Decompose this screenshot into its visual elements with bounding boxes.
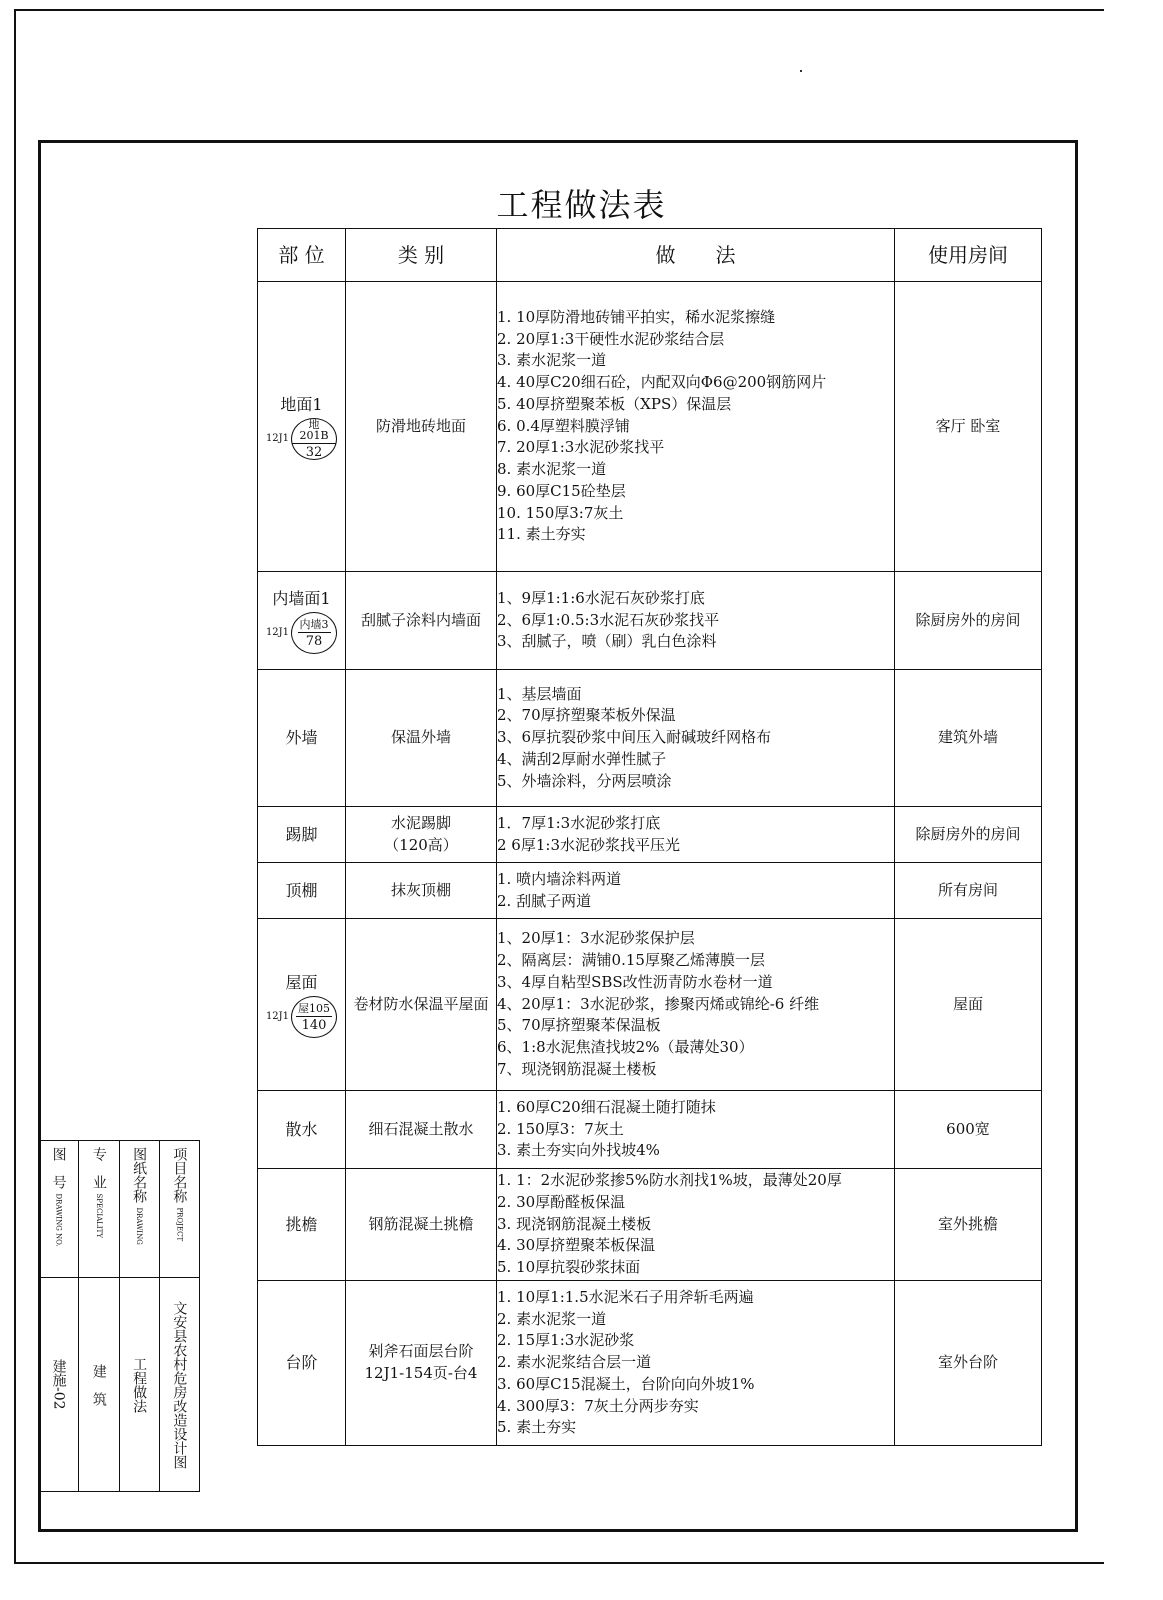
table-row [258, 572, 1042, 670]
method-cell [497, 670, 895, 807]
method-step: 8. 素水泥浆一道 [497, 460, 607, 479]
outer-frame-bottom [14, 1562, 1104, 1564]
method-step: 1. 10厚防滑地砖铺平拍实，稀水泥浆擦缝 [497, 307, 776, 326]
method-step: 4. 40厚C20细石砼，内配双向Φ6@200钢筋网片 [497, 373, 827, 392]
header-location: 部 位 [258, 229, 346, 282]
method-step: 2. 素水泥浆一道 [497, 1309, 607, 1328]
method-step: 1．7厚1:3水泥砂浆打底 [497, 813, 661, 832]
specialty-label: 专 业 SPECIALITY [90, 1147, 107, 1238]
method-step: 4. 30厚挤塑聚苯板保温 [497, 1236, 656, 1255]
room-cell [895, 1169, 1042, 1281]
room-cell [895, 919, 1042, 1091]
method-step: 2 6厚1:3水泥砂浆找平压光 [497, 835, 680, 854]
project-label: 项目名称 PROJECT [171, 1147, 188, 1242]
room-name: 600宽 [946, 1119, 990, 1138]
project-label-cell [159, 1141, 199, 1278]
room-cell [895, 572, 1042, 670]
room-name: 建筑外墙 [937, 728, 998, 747]
header-room: 使用房间 [895, 229, 1042, 282]
method-step: 4. 300厚3：7灰土分两步夯实 [497, 1396, 699, 1415]
room-name: 除厨房外的房间 [915, 824, 1021, 843]
method-step: 6、1:8水泥焦渣找坡2%（最薄处30） [497, 1038, 754, 1057]
reference-detail-no: 内墙3 [299, 617, 329, 631]
method-step: 1. 60厚C20细石混凝土随打随抹 [497, 1097, 716, 1116]
method-step: 1. 1：2水泥砂浆掺5%防水剂找1%坡，最薄处20厚 [497, 1171, 842, 1190]
method-step: 9. 60厚C15砼垫层 [497, 481, 626, 500]
method-step: 2. 150厚3：7灰土 [497, 1119, 624, 1138]
method-step: 3. 素土夯实向外找坡4% [497, 1141, 660, 1160]
index-circle-symbol [291, 996, 337, 1038]
room-name: 所有房间 [937, 880, 998, 899]
table-row [258, 807, 1042, 863]
method-cell [497, 807, 895, 863]
specialty-value: 建 筑 [90, 1363, 107, 1406]
method-step: 5、外墙涂料，分两层喷涂 [497, 771, 672, 790]
reference-atlas: 12J1 [265, 626, 290, 638]
method-step: 2、6厚1:0.5:3水泥石灰砂浆找平 [497, 610, 720, 629]
project-value: 文安县农村危房改造设计图 [171, 1300, 188, 1469]
outer-frame-top [14, 9, 1104, 11]
room-name: 客厅 卧室 [935, 416, 1001, 435]
method-step: 1. 10厚1:1.5水泥米石子用斧斩毛两遍 [497, 1287, 754, 1306]
room-name: 屋面 [952, 994, 983, 1013]
room-name: 除厨房外的房间 [915, 610, 1021, 629]
detail-reference-mark [266, 612, 337, 654]
method-step: 11. 素土夯实 [497, 525, 586, 544]
category-name: 保温外墙 [390, 728, 451, 747]
table-row [258, 282, 1042, 572]
method-cell [497, 1169, 895, 1281]
method-step: 2、70厚挤塑聚苯板外保温 [497, 706, 676, 725]
category-cell [346, 1091, 497, 1169]
method-cell [497, 1091, 895, 1169]
method-step: 1. 喷内墙涂料两道 [497, 869, 622, 888]
detail-reference-mark [266, 418, 337, 460]
drawing-number-label: 图 号 DRAWING NO. [50, 1147, 67, 1247]
reference-atlas: 12J1 [265, 1010, 290, 1022]
method-step: 1、20厚1：3水泥砂浆保护层 [497, 929, 695, 948]
method-step: 2. 30厚酚醛板保温 [497, 1192, 626, 1211]
method-step: 3. 60厚C15混凝土，台阶向向外坡1% [497, 1374, 755, 1393]
method-step: 6. 0.4厚塑料膜浮铺 [497, 416, 630, 435]
method-cell [497, 1281, 895, 1446]
reference-page-no: 140 [301, 1017, 327, 1033]
category-name: 刮腻子涂料内墙面 [360, 610, 481, 629]
detail-reference-mark [266, 996, 337, 1038]
location-name: 内墙面1 [272, 588, 331, 608]
room-name: 室外台阶 [937, 1353, 998, 1372]
method-cell [497, 919, 895, 1091]
table-header-row [258, 229, 1042, 282]
header-method: 做 法 [497, 229, 895, 282]
room-cell [895, 1281, 1042, 1446]
method-step: 3、6厚抗裂砂浆中间压入耐碱玻纤网格布 [497, 728, 772, 747]
category-cell [346, 919, 497, 1091]
location-cell [258, 807, 346, 863]
reference-page-no: 78 [305, 633, 323, 649]
location-name: 踢脚 [285, 824, 318, 844]
category-cell [346, 863, 497, 919]
method-step: 3. 现浇钢筋混凝土楼板 [497, 1214, 652, 1233]
drawing-number-value-cell [39, 1278, 79, 1492]
category-cell [346, 1281, 497, 1446]
method-step: 5. 10厚抗裂砂浆抹面 [497, 1258, 641, 1277]
table-row [258, 919, 1042, 1091]
method-step: 5. 素土夯实 [497, 1418, 577, 1437]
location-name: 屋面 [285, 972, 318, 992]
drawing-name-value-cell [119, 1278, 159, 1492]
method-step: 5、70厚挤塑聚苯保温板 [497, 1016, 661, 1035]
category-name: 抹灰顶棚 [390, 880, 451, 899]
category-cell [346, 572, 497, 670]
method-step: 3. 素水泥浆一道 [497, 351, 607, 370]
title-block [38, 1140, 200, 1492]
drawing-number-label-cell [39, 1141, 79, 1278]
page-title: 工程做法表 [496, 186, 667, 224]
location-cell [258, 919, 346, 1091]
category-cell [346, 282, 497, 572]
reference-page-no: 32 [305, 445, 323, 461]
reference-atlas: 12J1 [265, 432, 290, 444]
method-step: 4、满刮2厚耐水弹性腻子 [497, 749, 667, 768]
reference-detail-no: 地201B [292, 419, 336, 444]
location-cell [258, 1091, 346, 1169]
category-name: 卷材防水保温平屋面 [353, 994, 489, 1013]
method-step: 2. 15厚1:3水泥砂浆 [497, 1331, 635, 1350]
method-step: 3、4厚自粘型SBS改性沥青防水卷材一道 [497, 972, 773, 991]
index-circle-symbol [291, 418, 337, 460]
table-row [258, 670, 1042, 807]
reference-detail-no: 屋105 [298, 1001, 331, 1015]
location-name: 顶棚 [285, 880, 318, 900]
location-cell [258, 670, 346, 807]
method-cell [497, 572, 895, 670]
index-circle-symbol [291, 612, 337, 654]
category-name: 剁斧石面层台阶 [368, 1342, 474, 1361]
project-value-cell [159, 1278, 199, 1492]
specialty-value-cell [79, 1278, 119, 1492]
category-cell [346, 670, 497, 807]
location-cell [258, 572, 346, 670]
location-cell [258, 282, 346, 572]
category-note: （120高） [384, 835, 458, 854]
room-name: 室外挑檐 [937, 1214, 998, 1233]
drawing-name-label-cell [119, 1141, 159, 1278]
room-cell [895, 282, 1042, 572]
category-name: 钢筋混凝土挑檐 [368, 1214, 474, 1233]
location-name: 台阶 [285, 1353, 318, 1373]
location-cell [258, 1169, 346, 1281]
location-name: 外墙 [285, 728, 318, 748]
category-cell [346, 807, 497, 863]
drawing-number-value: 建施-02 [50, 1359, 67, 1410]
method-step: 10. 150厚3:7灰土 [497, 503, 624, 522]
drawing-name-label: 图纸名称 DRAWING [131, 1147, 148, 1245]
method-step: 4、20厚1：3水泥砂浆，掺聚丙烯或锦纶-6 纤维 [497, 994, 820, 1013]
room-cell [895, 1091, 1042, 1169]
method-step: 2、隔离层：满铺0.15厚聚乙烯薄膜一层 [497, 951, 765, 970]
method-step: 2. 20厚1:3干硬性水泥砂浆结合层 [497, 329, 725, 348]
method-cell [497, 863, 895, 919]
category-cell [346, 1169, 497, 1281]
table-row [258, 1091, 1042, 1169]
location-name: 挑檐 [285, 1214, 318, 1234]
category-name: 防滑地砖地面 [375, 416, 466, 435]
category-name: 细石混凝土散水 [368, 1119, 474, 1138]
category-name: 水泥踢脚 [390, 813, 451, 832]
method-step: 1、9厚1:1:6水泥石灰砂浆打底 [497, 588, 705, 607]
table-row [258, 863, 1042, 919]
method-step: 1、基层墙面 [497, 684, 582, 703]
room-cell [895, 807, 1042, 863]
method-step: 5. 40厚挤塑聚苯板（XPS）保温层 [497, 394, 732, 413]
table-row [258, 1281, 1042, 1446]
category-note: 12J1-154页-台4 [364, 1364, 478, 1382]
header-category: 类 别 [346, 229, 497, 282]
method-step: 2. 刮腻子两道 [497, 891, 592, 910]
location-cell [258, 1281, 346, 1446]
method-step: 2. 素水泥浆结合层一道 [497, 1353, 652, 1372]
outer-frame-left [14, 9, 16, 1564]
room-cell [895, 863, 1042, 919]
room-cell [895, 670, 1042, 807]
method-step: 7. 20厚1:3水泥砂浆找平 [497, 438, 665, 457]
construction-method-table [257, 228, 1042, 1446]
drawing-name-value: 工程做法 [131, 1356, 148, 1413]
table-row [258, 1169, 1042, 1281]
method-step: 3、刮腻子，喷（刷）乳白色涂料 [497, 632, 717, 651]
specialty-label-cell [79, 1141, 119, 1278]
method-step: 7、现浇钢筋混凝土楼板 [497, 1059, 657, 1078]
method-cell [497, 282, 895, 572]
location-cell [258, 863, 346, 919]
location-name: 散水 [285, 1119, 318, 1139]
scan-speck [800, 70, 802, 72]
location-name: 地面1 [280, 394, 323, 414]
table-body [258, 282, 1042, 1446]
